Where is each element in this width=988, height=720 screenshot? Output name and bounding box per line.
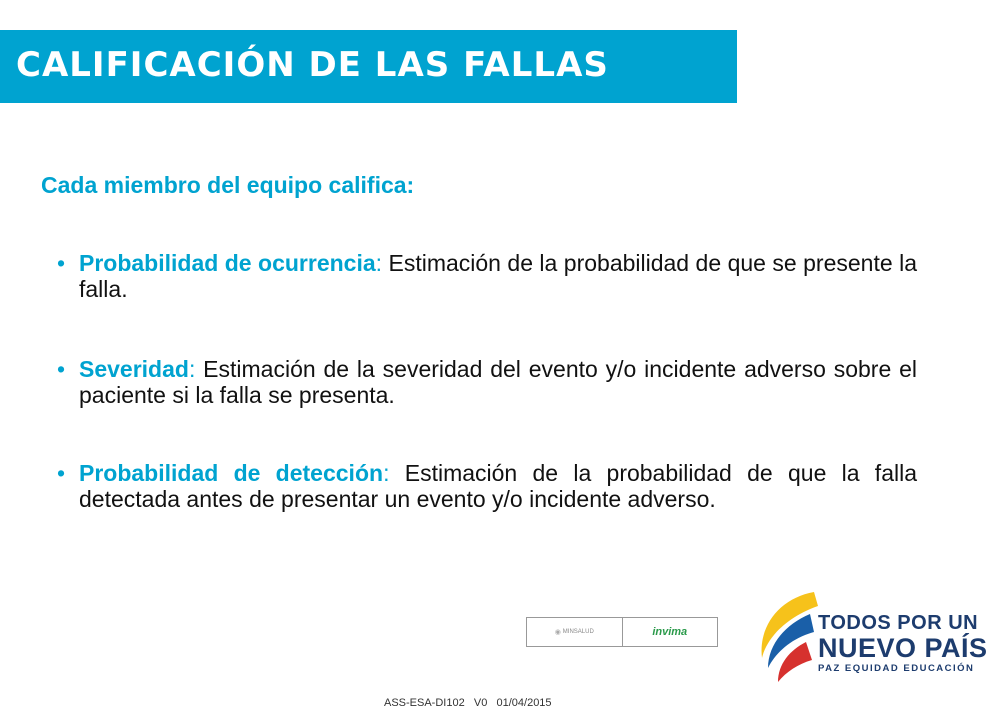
bullet-body bbox=[79, 250, 917, 302]
bullet-term: Probabilidad de ocurrencia bbox=[79, 250, 376, 276]
bullet-dot: • bbox=[57, 250, 66, 276]
gov-logo-line1: TODOS POR UN bbox=[818, 612, 979, 634]
bullet-term: Probabilidad de detección bbox=[79, 460, 384, 486]
bullet-colon: : bbox=[383, 460, 390, 486]
gov-logo-line2: NUEVO PAÍS bbox=[818, 633, 988, 663]
bullet-text: Estimación de la probabilidad de que la falla detectada antes de presentar un evento y/o incidente adverso. bbox=[79, 460, 918, 512]
bullet-text: Estimación de la severidad del evento y/o incidente adverso sobre el paciente si la falla se presenta. bbox=[79, 356, 917, 408]
slide-title: CALIFICACIÓN DE LAS FALLAS bbox=[16, 45, 609, 85]
gov-logo-text bbox=[818, 612, 988, 675]
bullet-body bbox=[79, 356, 917, 408]
minsalud-seal-icon: ◉ bbox=[554, 629, 561, 636]
invima-logo bbox=[622, 618, 718, 646]
bullet-body bbox=[79, 460, 917, 512]
document-code: ASS-ESA-DI102 V0 01/04/2015 bbox=[384, 697, 552, 709]
bullet-colon: : bbox=[375, 250, 383, 276]
partner-logos bbox=[526, 617, 718, 647]
minsalud-logo bbox=[527, 618, 622, 646]
bullet-text: Estimación de la probabilidad de que se presente la falla. bbox=[79, 250, 917, 302]
bullet-item bbox=[41, 356, 917, 408]
invima-logo-text: invima bbox=[652, 626, 688, 638]
gov-logo-line3: PAZ EQUIDAD EDUCACIÓN bbox=[818, 663, 975, 674]
intro-text: Cada miembro del equipo califica: bbox=[41, 172, 415, 198]
bullet-colon: : bbox=[188, 356, 196, 382]
bullet-term: Severidad bbox=[79, 356, 189, 382]
bullet-item bbox=[41, 460, 917, 512]
minsalud-logo-text: MINSALUD bbox=[562, 629, 594, 635]
title-banner bbox=[0, 30, 737, 103]
bullet-dot: • bbox=[57, 356, 66, 382]
bullet-dot: • bbox=[57, 460, 66, 486]
bullet-item bbox=[41, 250, 917, 302]
